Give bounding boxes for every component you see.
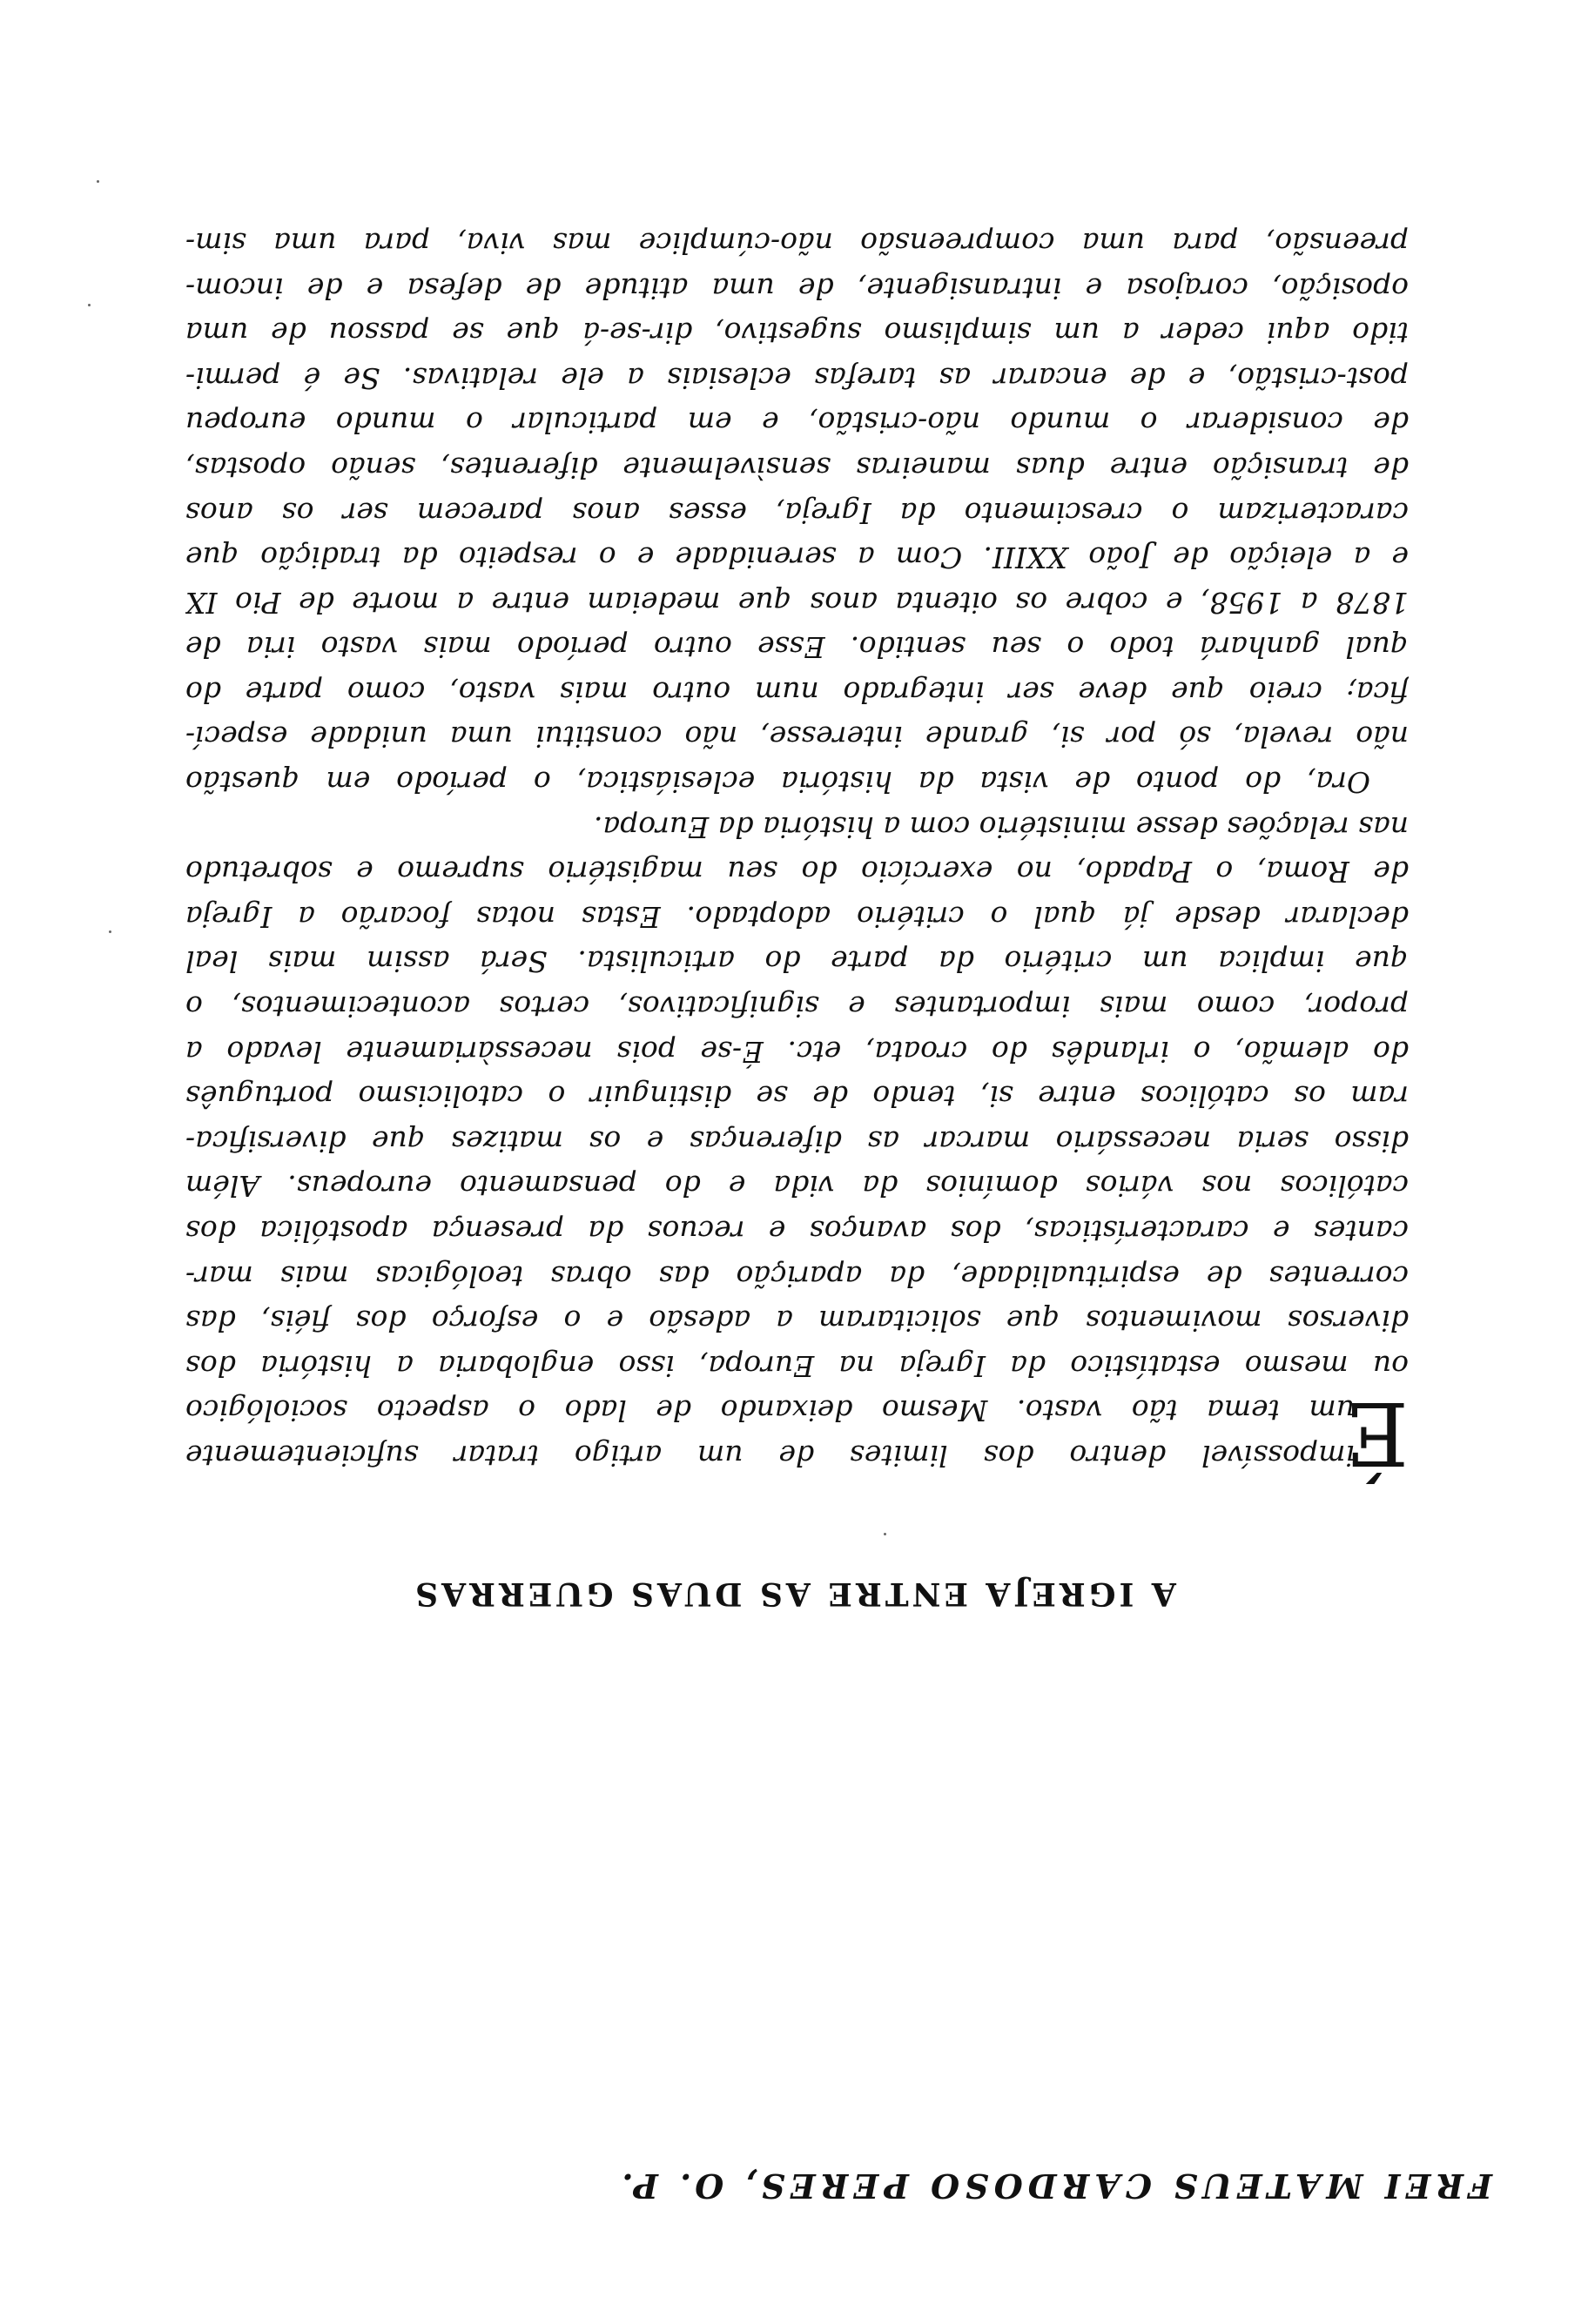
body-line: caracterizam o crescimento da Igreja, esses anos parecem ser os anos (185, 495, 1409, 530)
body-line: diversos movimentos que solicitaram a adesão e o esforço dos fiéis, das (185, 1304, 1409, 1339)
body-line: cantes e características, dos avanços e recuos da presença apostólica dos (185, 1214, 1409, 1249)
body-line: não revela, só por si, grande interesse, não constitui uma unidade especí- (185, 720, 1409, 755)
body-line: Ora, do ponto de vista da história eclesiástica, o período em questão (185, 765, 1370, 800)
body-line: de Roma, o Papado, no exercício do seu magistério supremo e sobretudo (185, 855, 1409, 890)
body-line: disso seria necessário marcar as diferenças e os matizes que diversifica- (185, 1124, 1409, 1159)
scan-speck (109, 930, 111, 933)
body-line: católicos nos vários domínios da vida e do pensamento europeus. Além (185, 1169, 1409, 1204)
body-line: declarar desde já qual o critério adoptado. Estas notas focarão a Igreja (185, 899, 1409, 934)
body-line: ou mesmo estatístico da Igreja na Europa, isso englobaria a história dos (185, 1348, 1409, 1383)
body-line: impossível dentro dos limites de um artigo tratar suficientemente (185, 1439, 1355, 1473)
author-name: FREI MATEUS CARDOSO PERES, O. P. (616, 2166, 1492, 2206)
body-line: de considerar o mundo não-cristão, e em particular o mundo europeu (185, 406, 1409, 440)
body-line: nas relações desse ministério com a história da Europa. (593, 809, 1409, 844)
scan-speck (88, 304, 91, 306)
article-title: A IGREJA ENTRE AS DUAS GUERRAS (412, 1575, 1176, 1612)
body-line: do alemão, o irlandês do croata, etc. É-se pois necessàriamente levado a (185, 1034, 1409, 1069)
body-line: ram os católicos entre si, tendo de se distinguir o catolicismo português (185, 1079, 1409, 1114)
body-line: post-cristão, e de encarar as tarefas eclesiais a ele relativas. Se é permi- (185, 360, 1409, 395)
scan-speck (884, 1533, 886, 1535)
drop-cap: É (1345, 1382, 1409, 1484)
body-line: um tema tão vasto. Mesmo deixando de lado o aspecto sociológico (185, 1394, 1355, 1428)
article-body (185, 220, 1409, 1484)
body-line: e a eleição de João XXIII. Com a serenidade e o respeito da tradição que (185, 541, 1409, 575)
body-line: qual ganhará todo o seu sentido. Esse outro período mais vasto iria de (185, 630, 1409, 665)
body-line: 1878 a 1958, e cobre os oitenta anos que medeiam entre a morte de Pio IX (185, 585, 1409, 620)
body-line: preensão, para uma compreensão não-cúmplice mas viva, para uma sim- (185, 225, 1409, 260)
body-line: fica; creio que deve ser integrado num outro mais vasto, como parte do (185, 675, 1409, 709)
body-line: oposição, corajosa e intransigente, de uma atitude de defesa e de incom- (185, 271, 1409, 306)
body-line: correntes de espiritualidade, da aparição das obras teológicas mais mar- (185, 1259, 1409, 1293)
body-line: propor, como mais importantes e significativos, certos acontecimentos, o (185, 990, 1409, 1024)
body-line: tido aqui ceder a um simplismo sugestivo, dir-se-á que se passou de uma (185, 316, 1409, 351)
body-line: que implica um critério da parte do articulista. Será assim mais leal (185, 944, 1409, 979)
body-line: de transição entre duas maneiras sensìvelmente diferentes, senão opostas, (185, 450, 1409, 485)
scan-speck (97, 180, 99, 183)
